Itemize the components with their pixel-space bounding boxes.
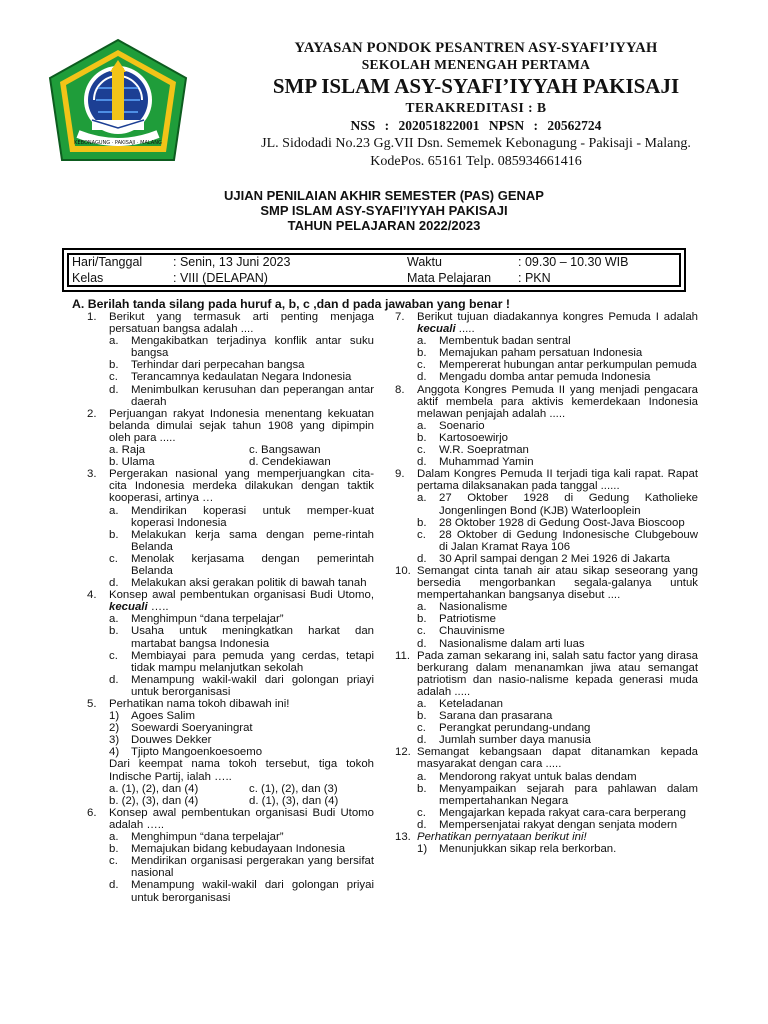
list-item: 4) Tjipto Mangoenkoesoemo: [109, 746, 263, 759]
list-item: 1) Menunjukkan sikap rela berkorban.: [417, 843, 617, 856]
option-d[interactable]: d. (1), (3), dan (4): [249, 794, 339, 807]
exam-title-line2: SMP ISLAM ASY-SYAFI’IYYAH PAKISAJI: [260, 203, 508, 218]
option-b[interactable]: b. 28 Oktober 1928 di Gedung Oost-Java Bioscoop: [417, 516, 685, 529]
option-b[interactable]: b. Sarana dan prasarana: [417, 710, 553, 723]
question-1: [87, 311, 374, 408]
question-number: 1.: [87, 311, 97, 323]
question-text: Anggota Kongres Pemuda II yang menjadi pengacara aktif membela para aktivis kemerdekaan Indonesia melawan penjajah adalah .....: [417, 383, 698, 420]
school-contact: KodePos. 65161 Telp. 085934661416: [370, 154, 582, 169]
question-followup: Dari keempat nama tokoh tersebut, tiga tokoh Indische Partij, ialah …..: [109, 758, 374, 783]
option-b[interactable]: b. Menyampaikan sejarah para pahlawan dalam mempertahankan Negara: [417, 782, 698, 807]
option-a[interactable]: a. Menghimpun “dana terpelajar”: [109, 831, 284, 844]
option-c[interactable]: c. Menolak kerjasama dengan pemerintah Belanda: [109, 552, 374, 577]
option-a[interactable]: a. Nasionalisme: [417, 601, 508, 614]
question-8: [395, 384, 698, 469]
question-text: Konsep awal pembentukan organisasi Budi Utomo, kecuali …..: [109, 589, 374, 614]
question-text: Semangat cinta tanah air atau sikap seseorang yang bersedia mengorbankan segala-galanya untuk mempertahankan bangsanya disebut ....: [417, 564, 698, 602]
question-2: [87, 408, 374, 468]
question-column-left: [87, 311, 374, 904]
question-13: [395, 831, 698, 855]
option-d[interactable]: d. Cendekiawan: [249, 456, 331, 469]
option-a[interactable]: a. Keteladanan: [417, 698, 503, 710]
emphasis-kecuali: kecuali: [109, 601, 148, 614]
question-11: [395, 650, 698, 747]
question-number: 11.: [395, 649, 410, 662]
question-text: Berikut tujuan diadakannya kongres Pemuda I adalah kecuali .....: [417, 311, 698, 336]
option-a[interactable]: a. (1), (2), dan (4): [109, 782, 199, 795]
time-value: : 09.30 – 10.30 WIB: [518, 255, 629, 269]
question-number: 12.: [395, 746, 411, 759]
exam-title-line3: TAHUN PELAJARAN 2022/2023: [287, 218, 481, 233]
option-d[interactable]: d. Mengadu domba antar pemuda Indonesia: [417, 371, 651, 384]
option-b[interactable]: b. Memajukan bidang kebudayaan Indonesia: [109, 843, 346, 856]
question-4: [87, 589, 374, 698]
option-row: [87, 444, 374, 456]
question-3: [87, 468, 374, 589]
question-number: 4.: [87, 589, 97, 602]
school-name: SMP ISLAM ASY-SYAFI’IYYAH PAKISAJI: [272, 74, 680, 98]
question-6: [87, 807, 374, 904]
school-logo: [38, 38, 198, 170]
option-c[interactable]: c. Mempererat hubungan antar perkumpulan pemuda: [417, 359, 697, 372]
subject-value: : PKN: [518, 271, 551, 285]
accreditation: TERAKREDITASI : B: [405, 100, 547, 115]
list-item: 2) Soewardi Soeryaningrat: [109, 722, 253, 735]
option-a[interactable]: a. Raja: [109, 444, 146, 457]
option-d[interactable]: d. Menampung wakil-wakil dari golongan priyai untuk berorganisasi: [109, 879, 374, 904]
day-value: : Senin, 13 Juni 2023: [173, 255, 291, 269]
option-b[interactable]: b. Kartosoewirjo: [417, 431, 509, 444]
option-a[interactable]: a. Menghimpun “dana terpelajar”: [109, 613, 284, 626]
question-text: Semangat kebangsaan dapat ditanamkan kepada masyarakat dengan cara .....: [417, 746, 698, 771]
option-a[interactable]: a. Mengakibatkan terjadinya konflik antar suku bangsa: [109, 335, 374, 360]
question-number: 2.: [87, 407, 97, 420]
exam-title: [0, 188, 768, 233]
option-c[interactable]: c. Mengajarkan kepada rakyat cara-cara berperang: [417, 806, 686, 819]
option-c[interactable]: c. 28 Oktober di Gedung Indonesische Clubgebouw di Jalan Kramat Raya 106: [417, 528, 698, 553]
question-9: [395, 468, 698, 565]
question-number: 6.: [87, 806, 97, 819]
list-item: 1) Agoes Salim: [109, 710, 195, 723]
question-12: [395, 746, 698, 831]
option-b[interactable]: b. Ulama: [109, 456, 155, 469]
option-c[interactable]: c. Bangsawan: [249, 444, 321, 457]
question-number: 9.: [395, 468, 405, 481]
question-text: Dalam Kongres Pemuda II terjadi tiga kali rapat. Rapat pertama dilaksanakan pada tanggal ......: [417, 468, 698, 493]
option-b[interactable]: b. Memajukan paham persatuan Indonesia: [417, 347, 643, 360]
emphasis-kecuali: kecuali: [417, 323, 456, 336]
option-d[interactable]: d. Menampung wakil-wakil dari golongan priayi untuk berorganisasi: [109, 673, 374, 698]
option-c[interactable]: c. Membiayai para pemuda yang cerdas, tetapi tidak mampu melanjutkan sekolah: [109, 649, 374, 674]
option-row: [87, 456, 374, 468]
option-b[interactable]: b. Terhindar dari perpecahan bangsa: [109, 359, 305, 372]
day-label: Hari/Tanggal: [72, 255, 143, 269]
option-d[interactable]: d. Muhammad Yamin: [417, 456, 534, 469]
option-a[interactable]: a. Mendirikan koperasi untuk memper-kuat koperasi Indonesia: [109, 504, 374, 529]
question-text: Perhatikan pernyataan berikut ini!: [417, 831, 587, 844]
option-c[interactable]: c. Perangkat perundang-undang: [417, 722, 591, 735]
option-b[interactable]: b. Usaha untuk meningkatkan harkat dan martabat bangsa Indonesia: [109, 625, 374, 650]
option-row: [87, 783, 374, 795]
exam-title-line1: UJIAN PENILAIAN AKHIR SEMESTER (PAS) GENAP: [224, 188, 544, 203]
option-c[interactable]: c. Terancamnya kedaulatan Negara Indonesia: [109, 371, 352, 384]
option-d[interactable]: d. 30 April sampai dengan 2 Mei 1926 di Jakarta: [417, 552, 671, 565]
question-number: 5.: [87, 698, 97, 710]
option-d[interactable]: d. Nasionalisme dalam arti luas: [417, 637, 585, 650]
option-d[interactable]: d. Melakukan aksi gerakan politik di bawah tanah: [109, 577, 367, 590]
list-item: 3) Douwes Dekker: [109, 734, 212, 747]
option-row: [87, 795, 374, 807]
class-label: Kelas: [72, 271, 104, 285]
question-text: Pergerakan nasional yang memperjuangkan cita-cita Indonesia merdeka dilakukan dengan taktik kooperasi, artinya …: [109, 468, 374, 505]
option-c[interactable]: c. W.R. Soepratman: [417, 444, 529, 457]
letterhead-text: [196, 40, 756, 171]
option-b[interactable]: b. (2), (3), dan (4): [109, 794, 199, 807]
question-text: Konsep awal pembentukan organisasi Budi Utomo adalah …..: [109, 806, 374, 831]
question-number: 7.: [395, 311, 405, 323]
question-number: 3.: [87, 468, 97, 481]
question-10: [395, 565, 698, 650]
question-7: [395, 311, 698, 384]
question-number: 8.: [395, 383, 405, 396]
question-text: Pada zaman sekarang ini, salah satu factor yang dirasa berkurang dalam menanamkan jiwa atau semangat patriotism dan nasio-nalisme kepada generasi muda adalah .....: [417, 649, 698, 698]
option-d[interactable]: d. Jumlah sumber daya manusia: [417, 734, 591, 747]
subject-label: Mata Pelajaran: [407, 271, 492, 285]
question-column-right: [395, 311, 698, 855]
question-text: Berikut yang termasuk arti penting menjaga persatuan bangsa adalah ....: [109, 311, 374, 336]
option-a[interactable]: a. Mendorong rakyat untuk balas dendam: [417, 770, 637, 783]
question-number: 10.: [395, 564, 411, 577]
question-text: Perhatikan nama tokoh dibawah ini!: [109, 698, 290, 710]
option-a[interactable]: a. Soenario: [417, 419, 485, 432]
option-d[interactable]: d. Mempersenjatai rakyat dengan senjata modern: [417, 818, 678, 831]
school-address: JL. Sidodadi No.23 Gg.VII Dsn. Sememek Kebonagung - Pakisaji - Malang.: [261, 136, 691, 151]
letterhead: [0, 0, 768, 172]
instruction: A. Berilah tanda silang pada huruf a, b, c ,dan d pada jawaban yang benar !: [72, 297, 510, 311]
option-a[interactable]: a. Membentuk badan sentral: [417, 335, 571, 348]
time-label: Waktu: [407, 255, 442, 269]
logo-caption: KEBONAGUNG · PAKISAJI · MALANG: [74, 140, 162, 146]
option-c[interactable]: c. Mendirikan organisasi pergerakan yang bersifat nasional: [109, 855, 374, 880]
foundation-name: YAYASAN PONDOK PESANTREN ASY-SYAFI’IYYAH: [294, 40, 658, 56]
option-c[interactable]: c. Chauvinisme: [417, 625, 505, 638]
option-b[interactable]: b. Patriotisme: [417, 613, 496, 626]
question-text: Perjuangan rakyat Indonesia menentang kekuatan belanda dimulai sejak tahun 1908 yang dipimpin oleh para .....: [109, 407, 374, 444]
class-value: : VIII (DELAPAN): [173, 271, 268, 285]
option-c[interactable]: c. (1), (2), dan (3): [249, 782, 338, 795]
option-d[interactable]: d. Menimbulkan kerusuhan dan peperangan antar daerah: [109, 383, 374, 408]
option-b[interactable]: b. Melakukan kerja sama dengan peme-rintah Belanda: [109, 528, 374, 553]
option-a[interactable]: a. 27 Oktober 1928 di Gedung Katholieke Jongenlingen Bond (KJB) Waterlooplein: [417, 492, 698, 517]
question-5: [87, 698, 374, 807]
question-number: 13.: [395, 831, 411, 844]
school-ids: NSS : 202051822001 NPSN : 20562724: [350, 118, 602, 133]
school-level: SEKOLAH MENENGAH PERTAMA: [361, 57, 591, 72]
